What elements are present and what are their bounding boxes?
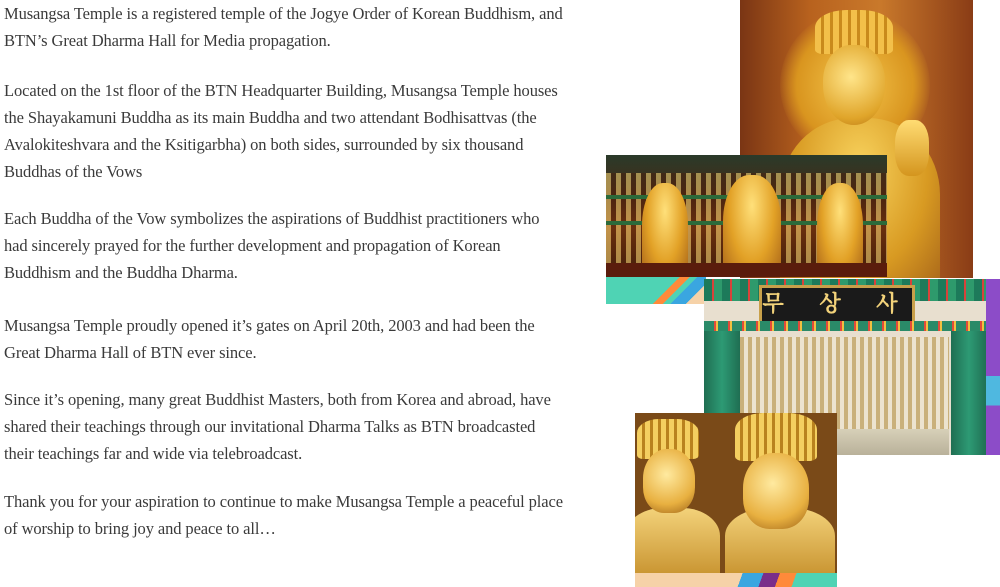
dharma-hall-photo [606,155,887,277]
gate-beam-shape [704,321,987,331]
central-buddha-statue [723,175,781,277]
decorative-stripe [635,573,837,587]
intro-paragraph-4: Musangsa Temple proudly opened it’s gates on April 20th, 2003 and had been the Great Dharma Hall of BTN ever since. [4,316,535,362]
intro-paragraph-6: Thank you for your aspiration to continue to make Musangsa Temple a peaceful place of worship to bring joy and peace to all… [4,492,563,538]
statue-face-shape [743,453,809,529]
decorative-stripe [986,279,1000,455]
statue-robe-shape [635,508,720,573]
intro-paragraph-3: Each Buddha of the Vow symbolizes the aspirations of Buddhist practitioners who had sincerely prayed for the further development and propagation of Korean Buddhism and the Buddha Dharma. [4,209,540,282]
gate-sign-board: 무 상 사 [759,285,915,325]
intro-paragraph-5: Since it’s opening, many great Buddhist Masters, both from Korea and abroad, have shared their teachings through our invitational Dharma Talks as BTN broadcasted their teachings far and wide via telebroadcast. [4,390,551,463]
raised-hand-shape [895,120,929,176]
statue-face-shape [643,449,695,513]
decorative-stripe [606,277,706,304]
intro-paragraph-2: Located on the 1st floor of the BTN Headquarter Building, Musangsa Temple houses the Shayakamuni Buddha as its main Buddha and two attendant Bodhisattvas (the Avalokiteshvara and the Ksitigarbha) on both sides, surrounded by six thousand Buddhas of the Vows [4,81,558,181]
buddha-face-shape [823,45,885,125]
bodhisattva-statues-photo [635,413,837,573]
intro-paragraph-1: Musangsa Temple is a registered temple of the Jogye Order of Korean Buddhism, and BTN’s Great Dharma Hall for Media propagation. [4,4,563,50]
right-pillar-shape [951,331,987,455]
altar-base-shape [606,263,887,277]
